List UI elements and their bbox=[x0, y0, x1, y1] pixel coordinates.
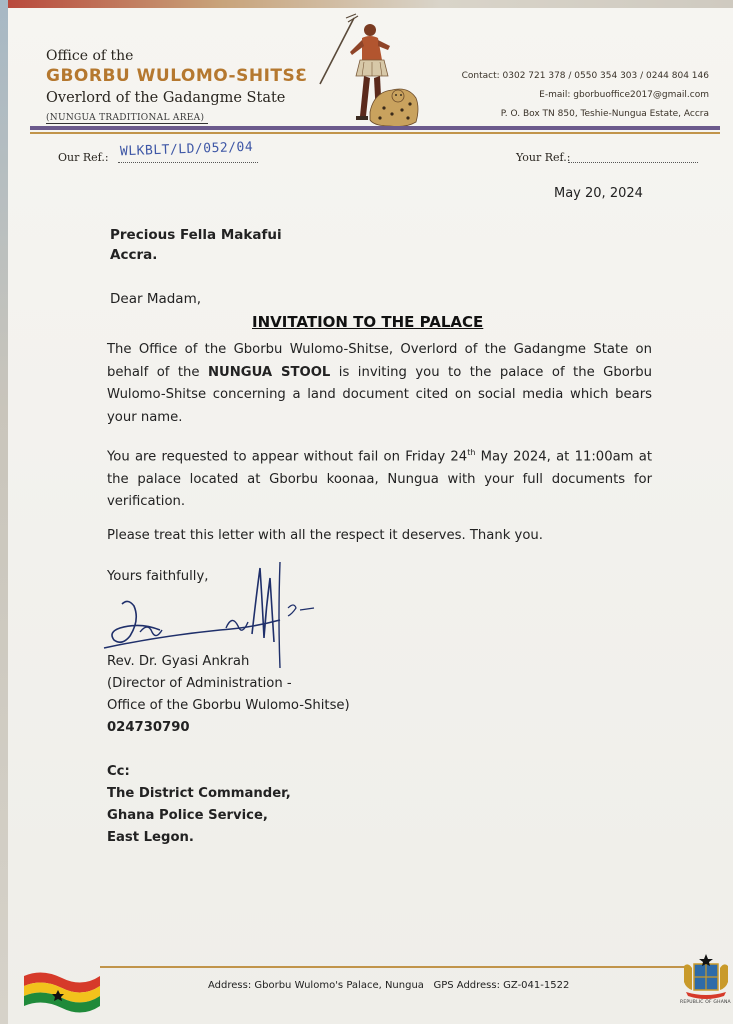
page-edge-left bbox=[0, 0, 8, 1024]
cc-label: Cc: bbox=[107, 764, 130, 779]
signatory-phone: 024730790 bbox=[107, 720, 190, 735]
letter-date: May 20, 2024 bbox=[554, 186, 643, 201]
cc-line-1: The District Commander, bbox=[107, 786, 291, 801]
cc-line-3: East Legon. bbox=[107, 830, 194, 845]
footer-address: Address: Gborbu Wulomo's Palace, Nungua bbox=[208, 980, 424, 991]
letterhead-office-of: Office of the bbox=[46, 48, 134, 64]
body-p1-bold: NUNGUA STOOL bbox=[208, 364, 331, 380]
body-p1-text-start: The Office of the Gborbu Wulomo-Shitse, Overlord of the Gadangme State on behalf of the bbox=[107, 342, 652, 380]
recipient-name: Precious Fella Makafui bbox=[110, 227, 282, 243]
body-p1-text-end: is inviting you to the palace of the Gborbu Wulomo-Shitse concerning a land document cited on social media which bears your name. bbox=[107, 364, 652, 425]
letterhead-traditional-area: (NUNGUA TRADITIONAL AREA) bbox=[46, 113, 208, 124]
header-rule-gold bbox=[30, 132, 720, 134]
letter-heading: INVITATION TO THE PALACE bbox=[252, 313, 484, 331]
coat-of-arms-label: REPUBLIC OF GHANA bbox=[680, 1000, 731, 1005]
header-rule-purple bbox=[30, 126, 720, 130]
body-paragraph-1 bbox=[107, 339, 652, 429]
our-ref-label: Our Ref.: bbox=[58, 151, 109, 164]
signatory-name: Rev. Dr. Gyasi Ankrah bbox=[107, 654, 250, 669]
signatory-title-line-2: Office of the Gborbu Wulomo-Shitse) bbox=[107, 698, 350, 713]
footer-rule bbox=[100, 966, 690, 968]
body-paragraph-3: Please treat this letter with all the respect it deserves. Thank you. bbox=[107, 528, 543, 543]
body-p2-superscript: th bbox=[467, 448, 476, 457]
letterhead-org-name: GBORBU WULOMO-SHITSƐ bbox=[46, 66, 308, 86]
warrior-leopard-emblem-icon bbox=[312, 12, 424, 134]
letterhead-contact bbox=[462, 67, 709, 124]
recipient-city: Accra. bbox=[110, 247, 158, 263]
ghana-flag-ribbon-icon bbox=[22, 966, 102, 1014]
signatory-title-line-1: (Director of Administration - bbox=[107, 676, 292, 691]
body-paragraph-2 bbox=[107, 442, 652, 514]
our-ref-handwritten-value: WLKBLT/LD/052/04 bbox=[119, 139, 254, 160]
page-edge-top bbox=[0, 0, 733, 8]
your-ref-dotted-line bbox=[568, 162, 698, 163]
contact-email: E-mail: gborbuoffice2017@gmail.com bbox=[539, 90, 709, 100]
our-ref-dotted-line bbox=[118, 162, 258, 163]
footer-address-line bbox=[208, 980, 569, 991]
your-ref-label: Your Ref.: bbox=[516, 151, 571, 164]
salutation: Dear Madam, bbox=[110, 291, 202, 307]
contact-po-box: P. O. Box TN 850, Teshie-Nungua Estate, Accra bbox=[500, 109, 709, 119]
contact-phones: Contact: 0302 721 378 / 0550 354 303 / 0244 804 146 bbox=[461, 71, 709, 81]
letterhead-overlord: Overlord of the Gadangme State bbox=[46, 90, 286, 106]
body-p2-text-end: May 2024, at 11:00am at the palace located at Gborbu koonaa, Nungua with your full documents for verification. bbox=[107, 449, 652, 510]
body-p2-text-start: You are requested to appear without fail on Friday 24 bbox=[107, 449, 468, 465]
cc-line-2: Ghana Police Service, bbox=[107, 808, 268, 823]
footer-gps: GPS Address: GZ-041-1522 bbox=[433, 980, 570, 991]
closing: Yours faithfully, bbox=[107, 569, 209, 584]
